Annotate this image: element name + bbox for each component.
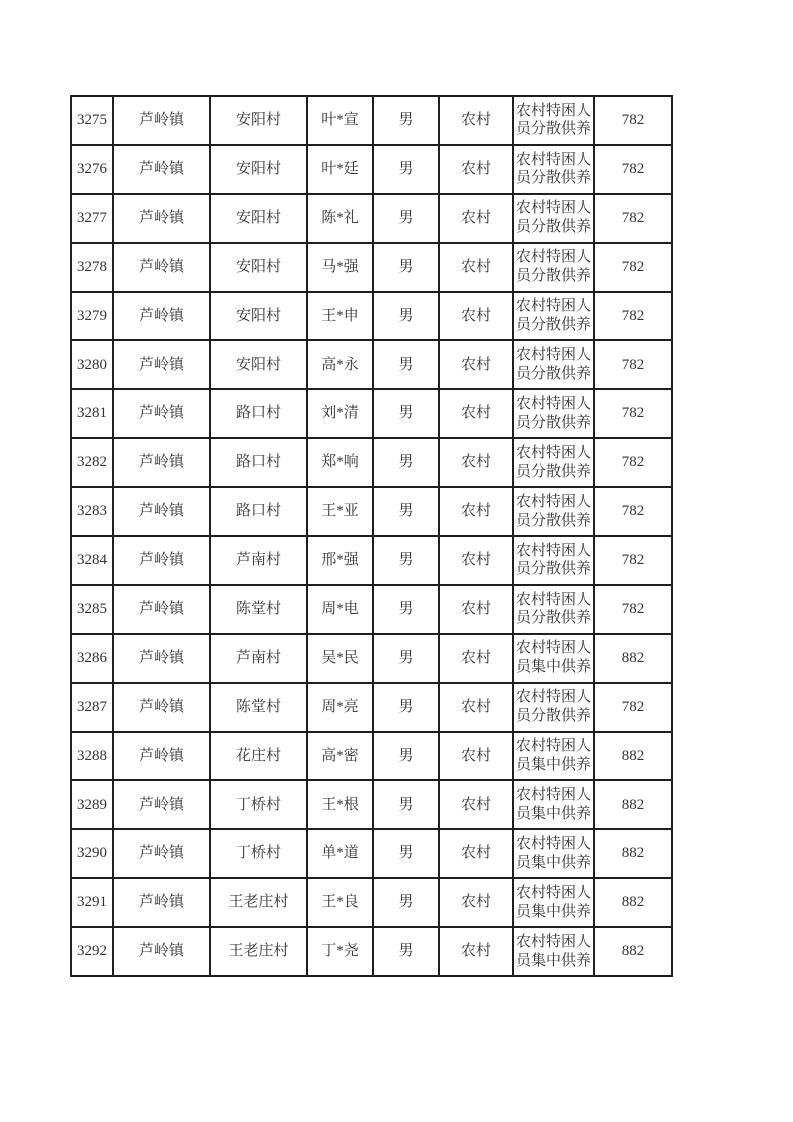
cell-support-category: 农村特困人员集中供养: [513, 732, 594, 781]
cell-village: 路口村: [210, 389, 307, 438]
cell-person-name: 周*亮: [307, 683, 373, 732]
cell-support-category: 农村特困人员分散供养: [513, 340, 594, 389]
cell-village: 陈堂村: [210, 683, 307, 732]
cell-person-name: 高*永: [307, 340, 373, 389]
cell-person-name: 王*良: [307, 878, 373, 927]
cell-village: 安阳村: [210, 243, 307, 292]
cell-area-type: 农村: [439, 780, 513, 829]
cell-gender: 男: [373, 536, 439, 585]
cell-sequence-number: 3285: [71, 585, 113, 634]
cell-person-name: 高*密: [307, 732, 373, 781]
cell-person-name: 周*电: [307, 585, 373, 634]
cell-gender: 男: [373, 878, 439, 927]
cell-town: 芦岭镇: [113, 487, 210, 536]
table-row: [71, 292, 672, 341]
cell-sequence-number: 3286: [71, 634, 113, 683]
cell-support-category: 农村特困人员集中供养: [513, 634, 594, 683]
cell-sequence-number: 3280: [71, 340, 113, 389]
cell-area-type: 农村: [439, 683, 513, 732]
table-row: [71, 194, 672, 243]
cell-sequence-number: 3291: [71, 878, 113, 927]
cell-amount: 882: [594, 780, 672, 829]
cell-gender: 男: [373, 585, 439, 634]
cell-support-category: 农村特困人员分散供养: [513, 536, 594, 585]
cell-gender: 男: [373, 389, 439, 438]
cell-area-type: 农村: [439, 585, 513, 634]
table-row: [71, 145, 672, 194]
cell-support-category: 农村特困人员集中供养: [513, 927, 594, 976]
cell-amount: 782: [594, 683, 672, 732]
cell-sequence-number: 3277: [71, 194, 113, 243]
cell-person-name: 王*亚: [307, 487, 373, 536]
cell-support-category: 农村特困人员分散供养: [513, 243, 594, 292]
cell-town: 芦岭镇: [113, 389, 210, 438]
cell-town: 芦岭镇: [113, 878, 210, 927]
cell-amount: 782: [594, 145, 672, 194]
cell-sequence-number: 3278: [71, 243, 113, 292]
cell-gender: 男: [373, 927, 439, 976]
cell-village: 安阳村: [210, 194, 307, 243]
table-row: [71, 780, 672, 829]
table-row: [71, 927, 672, 976]
cell-sequence-number: 3283: [71, 487, 113, 536]
cell-gender: 男: [373, 438, 439, 487]
cell-amount: 882: [594, 732, 672, 781]
cell-support-category: 农村特困人员分散供养: [513, 96, 594, 145]
cell-village: 王老庄村: [210, 927, 307, 976]
cell-area-type: 农村: [439, 536, 513, 585]
cell-area-type: 农村: [439, 96, 513, 145]
cell-support-category: 农村特困人员集中供养: [513, 829, 594, 878]
cell-village: 陈堂村: [210, 585, 307, 634]
cell-village: 丁桥村: [210, 780, 307, 829]
table-row: [71, 536, 672, 585]
cell-person-name: 单*道: [307, 829, 373, 878]
cell-amount: 782: [594, 536, 672, 585]
cell-person-name: 王*申: [307, 292, 373, 341]
cell-area-type: 农村: [439, 145, 513, 194]
table-row: [71, 634, 672, 683]
cell-amount: 782: [594, 585, 672, 634]
cell-area-type: 农村: [439, 829, 513, 878]
cell-gender: 男: [373, 780, 439, 829]
cell-village: 芦南村: [210, 536, 307, 585]
table-row: [71, 829, 672, 878]
cell-area-type: 农村: [439, 487, 513, 536]
cell-sequence-number: 3290: [71, 829, 113, 878]
cell-amount: 782: [594, 96, 672, 145]
cell-town: 芦岭镇: [113, 243, 210, 292]
cell-town: 芦岭镇: [113, 96, 210, 145]
table-row: [71, 438, 672, 487]
cell-person-name: 马*强: [307, 243, 373, 292]
cell-amount: 782: [594, 194, 672, 243]
cell-gender: 男: [373, 194, 439, 243]
cell-sequence-number: 3287: [71, 683, 113, 732]
cell-town: 芦岭镇: [113, 438, 210, 487]
cell-village: 路口村: [210, 438, 307, 487]
table-body: [71, 96, 672, 976]
cell-town: 芦岭镇: [113, 732, 210, 781]
cell-amount: 782: [594, 243, 672, 292]
cell-town: 芦岭镇: [113, 292, 210, 341]
cell-area-type: 农村: [439, 732, 513, 781]
cell-village: 王老庄村: [210, 878, 307, 927]
cell-support-category: 农村特困人员分散供养: [513, 194, 594, 243]
cell-support-category: 农村特困人员分散供养: [513, 389, 594, 438]
cell-area-type: 农村: [439, 878, 513, 927]
cell-town: 芦岭镇: [113, 340, 210, 389]
table-row: [71, 878, 672, 927]
cell-gender: 男: [373, 634, 439, 683]
cell-town: 芦岭镇: [113, 634, 210, 683]
cell-gender: 男: [373, 487, 439, 536]
cell-support-category: 农村特困人员分散供养: [513, 487, 594, 536]
cell-town: 芦岭镇: [113, 683, 210, 732]
table-row: [71, 389, 672, 438]
cell-sequence-number: 3281: [71, 389, 113, 438]
cell-town: 芦岭镇: [113, 927, 210, 976]
cell-person-name: 丁*尧: [307, 927, 373, 976]
cell-amount: 882: [594, 634, 672, 683]
cell-village: 芦南村: [210, 634, 307, 683]
cell-gender: 男: [373, 292, 439, 341]
cell-support-category: 农村特困人员集中供养: [513, 878, 594, 927]
table-row: [71, 585, 672, 634]
cell-person-name: 郑*响: [307, 438, 373, 487]
cell-village: 安阳村: [210, 96, 307, 145]
cell-amount: 882: [594, 878, 672, 927]
cell-town: 芦岭镇: [113, 829, 210, 878]
cell-amount: 782: [594, 487, 672, 536]
welfare-roster-table: [70, 95, 673, 977]
cell-gender: 男: [373, 732, 439, 781]
cell-support-category: 农村特困人员集中供养: [513, 780, 594, 829]
cell-village: 花庄村: [210, 732, 307, 781]
cell-area-type: 农村: [439, 292, 513, 341]
cell-sequence-number: 3289: [71, 780, 113, 829]
cell-sequence-number: 3284: [71, 536, 113, 585]
cell-sequence-number: 3288: [71, 732, 113, 781]
cell-gender: 男: [373, 829, 439, 878]
cell-amount: 782: [594, 389, 672, 438]
cell-town: 芦岭镇: [113, 194, 210, 243]
cell-support-category: 农村特困人员分散供养: [513, 292, 594, 341]
cell-sequence-number: 3275: [71, 96, 113, 145]
cell-sequence-number: 3279: [71, 292, 113, 341]
cell-village: 路口村: [210, 487, 307, 536]
cell-person-name: 刘*清: [307, 389, 373, 438]
cell-amount: 882: [594, 927, 672, 976]
cell-area-type: 农村: [439, 927, 513, 976]
cell-sequence-number: 3292: [71, 927, 113, 976]
cell-area-type: 农村: [439, 634, 513, 683]
table-row: [71, 340, 672, 389]
cell-area-type: 农村: [439, 194, 513, 243]
table-row: [71, 487, 672, 536]
cell-gender: 男: [373, 96, 439, 145]
cell-village: 丁桥村: [210, 829, 307, 878]
cell-support-category: 农村特困人员分散供养: [513, 585, 594, 634]
cell-gender: 男: [373, 145, 439, 194]
cell-gender: 男: [373, 340, 439, 389]
cell-village: 安阳村: [210, 145, 307, 194]
cell-person-name: 陈*礼: [307, 194, 373, 243]
table-row: [71, 732, 672, 781]
cell-sequence-number: 3282: [71, 438, 113, 487]
cell-area-type: 农村: [439, 438, 513, 487]
cell-sequence-number: 3276: [71, 145, 113, 194]
cell-town: 芦岭镇: [113, 536, 210, 585]
cell-person-name: 叶*宣: [307, 96, 373, 145]
cell-amount: 782: [594, 340, 672, 389]
table-row: [71, 96, 672, 145]
cell-village: 安阳村: [210, 340, 307, 389]
table-row: [71, 243, 672, 292]
cell-town: 芦岭镇: [113, 780, 210, 829]
cell-support-category: 农村特困人员分散供养: [513, 438, 594, 487]
cell-area-type: 农村: [439, 243, 513, 292]
table-row: [71, 683, 672, 732]
cell-person-name: 王*根: [307, 780, 373, 829]
cell-amount: 782: [594, 438, 672, 487]
cell-village: 安阳村: [210, 292, 307, 341]
cell-support-category: 农村特困人员分散供养: [513, 683, 594, 732]
cell-support-category: 农村特困人员分散供养: [513, 145, 594, 194]
cell-area-type: 农村: [439, 389, 513, 438]
cell-amount: 782: [594, 292, 672, 341]
cell-amount: 882: [594, 829, 672, 878]
cell-gender: 男: [373, 683, 439, 732]
cell-town: 芦岭镇: [113, 145, 210, 194]
cell-person-name: 吴*民: [307, 634, 373, 683]
cell-area-type: 农村: [439, 340, 513, 389]
cell-person-name: 邢*强: [307, 536, 373, 585]
cell-gender: 男: [373, 243, 439, 292]
cell-person-name: 叶*廷: [307, 145, 373, 194]
cell-town: 芦岭镇: [113, 585, 210, 634]
